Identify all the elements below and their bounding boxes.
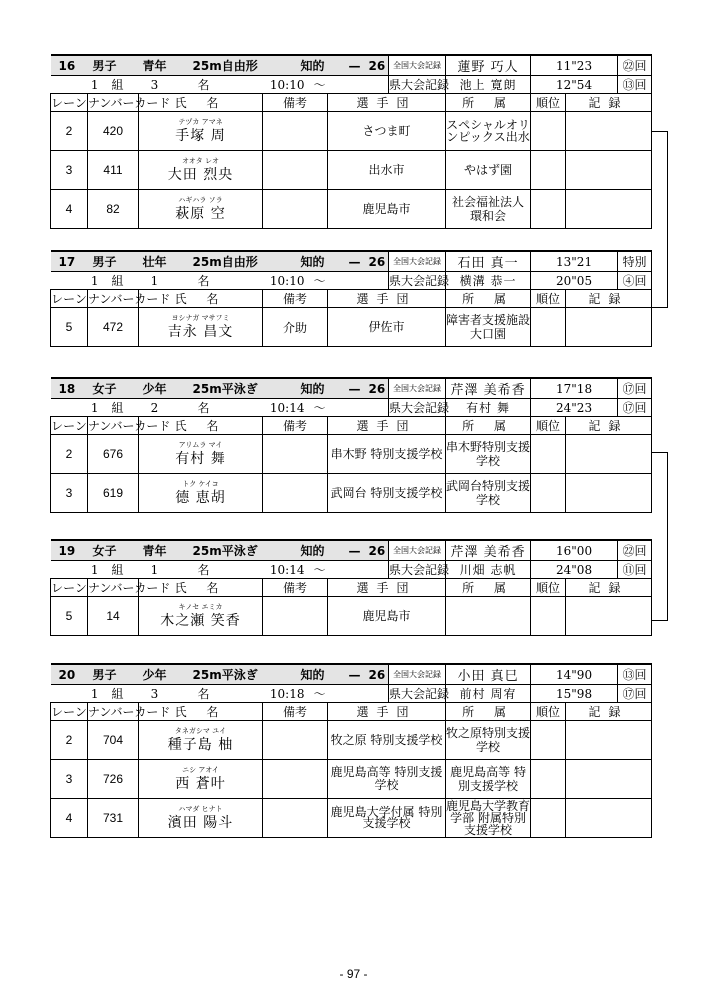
event-dash: — (348, 544, 361, 558)
national-record-label: 全国大会記録 (389, 251, 446, 272)
prefectural-record-time: 12"54 (531, 76, 618, 94)
rank (531, 760, 566, 799)
athlete-name-kana: キノセ エミカ (178, 602, 223, 611)
event-gender: 男子 (92, 668, 117, 682)
event-title-row (51, 540, 652, 561)
number-card: 472 (88, 308, 139, 347)
national-record-count: ㉒回 (618, 55, 652, 76)
prefectural-record-label: 県大会記録 (389, 272, 446, 290)
event-title (51, 378, 389, 399)
athlete-name: 西 蒼叶 (175, 775, 226, 792)
prefectural-record-label: 県大会記録 (389, 561, 446, 579)
lane-number: 2 (51, 435, 88, 474)
event-gender: 男子 (92, 255, 117, 269)
number-card: 14 (88, 597, 139, 636)
event-title-row (51, 251, 652, 272)
column-header-row (51, 703, 652, 721)
group-label: 組 (111, 274, 124, 288)
remarks (263, 190, 328, 229)
header-name: 氏 名 (139, 290, 263, 308)
event-gender: 女子 (92, 544, 117, 558)
entry-row (51, 308, 652, 347)
team: 伊佐市 (328, 308, 446, 347)
lane-number: 4 (51, 190, 88, 229)
header-number-card: ナンバーカード (88, 290, 139, 308)
event-number: 18 (58, 382, 76, 396)
rank (531, 112, 566, 151)
number-card: 704 (88, 721, 139, 760)
affiliation (446, 597, 531, 636)
prefectural-record-label: 県大会記録 (389, 685, 446, 703)
athlete-name-cell (139, 721, 263, 760)
athlete-name-cell (139, 151, 263, 190)
athlete-name-kana: ハギハラ ソラ (178, 195, 223, 204)
remarks (263, 597, 328, 636)
participant-count-label: 名 (197, 274, 210, 288)
record (566, 308, 652, 347)
event-table (50, 377, 652, 513)
participant-count: 2 (150, 401, 159, 415)
header-record: 記録 (566, 94, 652, 112)
record (566, 597, 652, 636)
number-card: 731 (88, 799, 139, 838)
group-label: 組 (111, 78, 124, 92)
event-block (50, 377, 651, 513)
athlete-name-kana: アリムラ マイ (178, 440, 223, 449)
event-code: 26 (368, 382, 386, 396)
national-record-label: 全国大会記録 (389, 378, 446, 399)
athlete-name-cell (139, 597, 263, 636)
header-name: 氏 名 (139, 94, 263, 112)
start-time: 10:18 (269, 687, 305, 701)
header-rank: 順位 (531, 703, 566, 721)
record (566, 112, 652, 151)
prefectural-record-count: ⑬回 (618, 76, 652, 94)
start-time: 10:14 (269, 563, 305, 577)
participant-count: 3 (150, 687, 159, 701)
rank (531, 721, 566, 760)
participant-count-label: 名 (197, 78, 210, 92)
header-remarks: 備考 (263, 417, 328, 435)
header-affiliation: 所 属 (446, 579, 531, 597)
record (566, 151, 652, 190)
time-tilde: ～ (313, 78, 326, 92)
event-number: 16 (58, 59, 76, 73)
athlete-name-cell (139, 799, 263, 838)
column-header-row (51, 290, 652, 308)
national-record-holder: 芹澤 美希香 (446, 378, 531, 399)
athlete-name-kana: オオタ レオ (181, 156, 219, 165)
column-header-row (51, 417, 652, 435)
event-dash: — (348, 255, 361, 269)
event-code: 26 (368, 59, 386, 73)
affiliation: 障害者支援施設 大口園 (446, 308, 531, 347)
event-table (50, 250, 652, 347)
time-tilde: ～ (313, 563, 326, 577)
group-info (51, 76, 389, 94)
event-block (50, 539, 651, 636)
athlete-name: 萩原 空 (175, 205, 226, 222)
time-tilde: ～ (313, 274, 326, 288)
prefectural-record-holder: 横溝 恭一 (446, 272, 531, 290)
event-code: 26 (368, 668, 386, 682)
national-record-count: 特別 (618, 251, 652, 272)
entry-row (51, 474, 652, 513)
participant-count: 1 (150, 274, 159, 288)
event-group-row (51, 685, 652, 703)
header-rank: 順位 (531, 94, 566, 112)
event-disability-class: 知的 (300, 668, 325, 682)
header-remarks: 備考 (263, 579, 328, 597)
event-dash: — (348, 382, 361, 396)
event-dash: — (348, 668, 361, 682)
time-tilde: ～ (313, 687, 326, 701)
header-name: 氏 名 (139, 579, 263, 597)
group-label: 組 (111, 687, 124, 701)
header-affiliation: 所 属 (446, 94, 531, 112)
affiliation: 鹿児島高等 特別支援学校 (446, 760, 531, 799)
prefectural-record-time: 24"23 (531, 399, 618, 417)
remarks (263, 474, 328, 513)
header-lane: レーン (51, 290, 88, 308)
participant-count-label: 名 (197, 563, 210, 577)
header-record: 記録 (566, 703, 652, 721)
record (566, 435, 652, 474)
header-record: 記録 (566, 290, 652, 308)
national-record-label: 全国大会記録 (389, 540, 446, 561)
rank (531, 308, 566, 347)
national-record-time: 14"90 (531, 664, 618, 685)
athlete-name: 德 恵胡 (175, 489, 226, 506)
lane-number: 3 (51, 474, 88, 513)
event-number: 19 (58, 544, 76, 558)
athlete-name-kana: ハマダ ヒナト (178, 804, 223, 813)
event-disability-class: 知的 (300, 382, 325, 396)
athlete-name-cell (139, 474, 263, 513)
rank (531, 435, 566, 474)
athlete-name: 吉永 昌文 (167, 323, 234, 340)
affiliation: やはず園 (446, 151, 531, 190)
event-table (50, 54, 652, 229)
participant-count-label: 名 (197, 687, 210, 701)
event-block (50, 250, 651, 347)
event-number: 17 (58, 255, 76, 269)
event-item: 25m平泳ぎ (192, 668, 258, 682)
entry-row (51, 435, 652, 474)
event-block (50, 663, 651, 838)
event-disability-class: 知的 (300, 59, 325, 73)
group-number: 1 (90, 687, 99, 701)
header-rank: 順位 (531, 290, 566, 308)
header-lane: レーン (51, 94, 88, 112)
national-record-holder: 石田 真一 (446, 251, 531, 272)
number-card: 411 (88, 151, 139, 190)
lane-number: 3 (51, 760, 88, 799)
start-time: 10:10 (269, 78, 305, 92)
header-remarks: 備考 (263, 703, 328, 721)
event-item: 25m平泳ぎ (192, 382, 258, 396)
event-group-row (51, 76, 652, 94)
header-name: 氏 名 (139, 703, 263, 721)
event-code: 26 (368, 255, 386, 269)
affiliation: 牧之原特別支援学校 (446, 721, 531, 760)
header-number-card: ナンバーカード (88, 703, 139, 721)
athlete-name: 木之瀬 笑香 (160, 612, 241, 629)
group-info (51, 272, 389, 290)
event-gender: 男子 (92, 59, 117, 73)
prefectural-record-count: ⑰回 (618, 685, 652, 703)
prefectural-record-time: 24"08 (531, 561, 618, 579)
national-record-count: ㉒回 (618, 540, 652, 561)
event-code: 26 (368, 544, 386, 558)
event-title-row (51, 378, 652, 399)
rank (531, 151, 566, 190)
entry-row (51, 190, 652, 229)
start-time: 10:14 (269, 401, 305, 415)
number-card: 82 (88, 190, 139, 229)
event-number: 20 (58, 668, 76, 682)
event-title (51, 251, 389, 272)
header-team: 選手団 (328, 94, 446, 112)
header-remarks: 備考 (263, 94, 328, 112)
group-info (51, 399, 389, 417)
event-title-row (51, 55, 652, 76)
entry-row (51, 799, 652, 838)
athlete-name: 有村 舞 (175, 450, 226, 467)
rank (531, 190, 566, 229)
rank (531, 474, 566, 513)
participant-count: 1 (150, 563, 159, 577)
lane-number: 2 (51, 112, 88, 151)
athlete-name-kana: トク ケイコ (182, 479, 219, 488)
event-dash: — (348, 59, 361, 73)
entry-row (51, 760, 652, 799)
team: 鹿児島市 (328, 190, 446, 229)
header-name: 氏 名 (139, 417, 263, 435)
athlete-name-cell (139, 760, 263, 799)
prefectural-record-time: 20"05 (531, 272, 618, 290)
lane-number: 5 (51, 597, 88, 636)
athlete-name-kana: ヨシナガ マサフミ (171, 313, 230, 322)
header-affiliation: 所 属 (446, 703, 531, 721)
header-team: 選手団 (328, 579, 446, 597)
heat-bracket-16-17 (651, 131, 668, 308)
entry-row (51, 112, 652, 151)
affiliation: スペシャルオリンピックス出水 (446, 112, 531, 151)
header-affiliation: 所 属 (446, 290, 531, 308)
remarks (263, 435, 328, 474)
group-info (51, 561, 389, 579)
remarks: 介助 (263, 308, 328, 347)
athlete-name-cell (139, 308, 263, 347)
header-remarks: 備考 (263, 290, 328, 308)
header-number-card: ナンバーカード (88, 417, 139, 435)
page-number: - 97 - (339, 967, 368, 981)
number-card: 676 (88, 435, 139, 474)
rank (531, 799, 566, 838)
event-age-class: 少年 (142, 382, 167, 396)
header-affiliation: 所 属 (446, 417, 531, 435)
remarks (263, 112, 328, 151)
header-number-card: ナンバーカード (88, 579, 139, 597)
event-item: 25m自由形 (192, 255, 258, 269)
lane-number: 2 (51, 721, 88, 760)
event-item: 25m自由形 (192, 59, 258, 73)
header-rank: 順位 (531, 417, 566, 435)
prefectural-record-label: 県大会記録 (389, 76, 446, 94)
national-record-time: 17"18 (531, 378, 618, 399)
athlete-name: 手塚 周 (175, 127, 226, 144)
athlete-name: 大田 烈央 (167, 166, 234, 183)
group-number: 1 (90, 274, 99, 288)
national-record-time: 16"00 (531, 540, 618, 561)
event-gender: 女子 (92, 382, 117, 396)
event-item: 25m平泳ぎ (192, 544, 258, 558)
event-group-row (51, 561, 652, 579)
national-record-time: 11"23 (531, 55, 618, 76)
participant-count-label: 名 (197, 401, 210, 415)
national-record-count: ⑬回 (618, 664, 652, 685)
team: 武岡台 特別支援学校 (328, 474, 446, 513)
event-title (51, 55, 389, 76)
record (566, 721, 652, 760)
prefectural-record-holder: 池上 寛朗 (446, 76, 531, 94)
team: 鹿児島市 (328, 597, 446, 636)
header-number-card: ナンバーカード (88, 94, 139, 112)
column-header-row (51, 94, 652, 112)
event-age-class: 青年 (142, 544, 167, 558)
prefectural-record-count: ⑰回 (618, 399, 652, 417)
record (566, 760, 652, 799)
header-team: 選手団 (328, 417, 446, 435)
entry-row (51, 597, 652, 636)
event-group-row (51, 272, 652, 290)
team: 鹿児島高等 特別支援学校 (328, 760, 446, 799)
prefectural-record-holder: 有村 舞 (446, 399, 531, 417)
remarks (263, 151, 328, 190)
participant-count: 3 (150, 78, 159, 92)
header-team: 選手団 (328, 290, 446, 308)
event-age-class: 壮年 (142, 255, 167, 269)
prefectural-record-label: 県大会記録 (389, 399, 446, 417)
header-record: 記録 (566, 417, 652, 435)
prefectural-record-holder: 前村 周宥 (446, 685, 531, 703)
team: さつま町 (328, 112, 446, 151)
event-block (50, 54, 651, 229)
header-lane: レーン (51, 703, 88, 721)
event-disability-class: 知的 (300, 544, 325, 558)
event-age-class: 少年 (142, 668, 167, 682)
prefectural-record-holder: 川畑 志帆 (446, 561, 531, 579)
national-record-label: 全国大会記録 (389, 55, 446, 76)
entry-row (51, 151, 652, 190)
athlete-name-kana: タネガシマ ユイ (174, 726, 227, 735)
affiliation: 社会福祉法人 環和会 (446, 190, 531, 229)
prefectural-record-time: 15"98 (531, 685, 618, 703)
header-record: 記録 (566, 579, 652, 597)
start-time: 10:10 (269, 274, 305, 288)
group-number: 1 (90, 78, 99, 92)
lane-number: 3 (51, 151, 88, 190)
athlete-name-kana: テヅカ アマネ (178, 117, 223, 126)
event-table (50, 663, 652, 838)
header-lane: レーン (51, 579, 88, 597)
team: 出水市 (328, 151, 446, 190)
group-number: 1 (90, 401, 99, 415)
team: 串木野 特別支援学校 (328, 435, 446, 474)
group-info (51, 685, 389, 703)
number-card: 726 (88, 760, 139, 799)
team: 鹿児島大学付属 特別支援学校 (328, 799, 446, 838)
prefectural-record-count: ⑪回 (618, 561, 652, 579)
national-record-label: 全国大会記録 (389, 664, 446, 685)
national-record-holder: 小田 真巳 (446, 664, 531, 685)
remarks (263, 721, 328, 760)
national-record-holder: 芹澤 美希香 (446, 540, 531, 561)
lane-number: 4 (51, 799, 88, 838)
lane-number: 5 (51, 308, 88, 347)
affiliation: 串木野特別支援学校 (446, 435, 531, 474)
team: 牧之原 特別支援学校 (328, 721, 446, 760)
athlete-name-cell (139, 112, 263, 151)
national-record-count: ⑰回 (618, 378, 652, 399)
remarks (263, 799, 328, 838)
header-rank: 順位 (531, 579, 566, 597)
event-title (51, 540, 389, 561)
rank (531, 597, 566, 636)
event-table (50, 539, 652, 636)
affiliation: 武岡台特別支援学校 (446, 474, 531, 513)
event-title (51, 664, 389, 685)
athlete-name: 濱田 陽斗 (167, 814, 234, 831)
number-card: 420 (88, 112, 139, 151)
athlete-name: 種子島 柚 (167, 736, 234, 753)
athlete-name-kana: ニシ アオイ (182, 765, 219, 774)
group-number: 1 (90, 563, 99, 577)
athlete-name-cell (139, 435, 263, 474)
prefectural-record-count: ④回 (618, 272, 652, 290)
event-title-row (51, 664, 652, 685)
heat-bracket-18-19 (651, 452, 668, 621)
group-label: 組 (111, 563, 124, 577)
number-card: 619 (88, 474, 139, 513)
time-tilde: ～ (313, 401, 326, 415)
record (566, 190, 652, 229)
entry-row (51, 721, 652, 760)
national-record-time: 13"21 (531, 251, 618, 272)
event-group-row (51, 399, 652, 417)
header-team: 選手団 (328, 703, 446, 721)
athlete-name-cell (139, 190, 263, 229)
column-header-row (51, 579, 652, 597)
record (566, 799, 652, 838)
remarks (263, 760, 328, 799)
event-age-class: 青年 (142, 59, 167, 73)
header-lane: レーン (51, 417, 88, 435)
national-record-holder: 蓮野 巧人 (446, 55, 531, 76)
record (566, 474, 652, 513)
group-label: 組 (111, 401, 124, 415)
affiliation: 鹿児島大学教育学部 附属特別支援学校 (446, 799, 531, 837)
event-disability-class: 知的 (300, 255, 325, 269)
